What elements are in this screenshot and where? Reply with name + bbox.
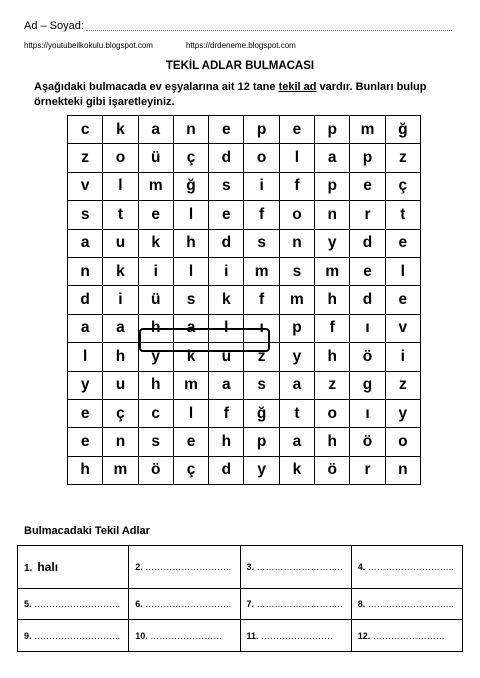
grid-cell[interactable]: k bbox=[103, 257, 138, 285]
url-right: https://drdeneme.blogspot.com bbox=[186, 41, 296, 50]
answer-slot[interactable] bbox=[18, 620, 129, 652]
grid-cell[interactable]: m bbox=[103, 456, 138, 484]
grid-cell[interactable]: o bbox=[385, 428, 420, 456]
grid-cell[interactable]: m bbox=[138, 172, 173, 200]
grid-cell[interactable]: ğ bbox=[385, 116, 420, 144]
grid-cell[interactable]: m bbox=[315, 257, 350, 285]
grid-cell[interactable]: h bbox=[173, 229, 208, 257]
grid-row bbox=[68, 371, 421, 399]
grid-cell[interactable]: ç bbox=[173, 456, 208, 484]
grid-cell[interactable]: f bbox=[244, 201, 279, 229]
grid-row bbox=[68, 172, 421, 200]
grid-cell[interactable]: z bbox=[385, 371, 420, 399]
grid-cell[interactable]: ö bbox=[350, 343, 385, 371]
answer-number: 7. bbox=[246, 599, 255, 610]
grid-cell[interactable]: ö bbox=[350, 428, 385, 456]
grid-cell[interactable]: ç bbox=[103, 399, 138, 427]
grid-cell[interactable]: a bbox=[209, 371, 244, 399]
grid-cell[interactable]: s bbox=[209, 172, 244, 200]
grid-cell[interactable]: d bbox=[350, 229, 385, 257]
answer-slot[interactable] bbox=[240, 588, 351, 620]
grid-cell[interactable]: e bbox=[68, 428, 103, 456]
grid-cell[interactable]: l bbox=[385, 257, 420, 285]
grid-cell[interactable]: z bbox=[244, 343, 279, 371]
answer-number: 10. bbox=[135, 630, 148, 641]
grid-cell[interactable]: y bbox=[68, 371, 103, 399]
grid-cell[interactable]: e bbox=[68, 399, 103, 427]
answers-row bbox=[18, 546, 463, 589]
answer-blank: …………………… bbox=[372, 630, 445, 641]
grid-cell[interactable]: t bbox=[103, 201, 138, 229]
grid-cell[interactable]: ı bbox=[350, 314, 385, 342]
grid-cell[interactable]: m bbox=[279, 286, 314, 314]
grid-cell[interactable]: n bbox=[173, 116, 208, 144]
grid-cell[interactable]: ö bbox=[315, 456, 350, 484]
grid-row bbox=[68, 201, 421, 229]
grid-cell[interactable]: a bbox=[173, 314, 208, 342]
grid-cell[interactable]: e bbox=[385, 229, 420, 257]
grid-cell[interactable]: z bbox=[385, 144, 420, 172]
grid-cell[interactable]: h bbox=[209, 428, 244, 456]
grid-cell[interactable]: f bbox=[209, 399, 244, 427]
answer-slot[interactable] bbox=[240, 546, 351, 589]
grid-cell[interactable]: n bbox=[279, 229, 314, 257]
puzzle-grid bbox=[67, 115, 421, 485]
grid-cell[interactable]: a bbox=[315, 144, 350, 172]
grid-cell[interactable]: ğ bbox=[173, 172, 208, 200]
answer-blank: ……………………….. bbox=[256, 599, 343, 610]
grid-cell[interactable]: k bbox=[173, 343, 208, 371]
grid-cell[interactable]: m bbox=[244, 257, 279, 285]
grid-cell[interactable]: i bbox=[209, 257, 244, 285]
grid-cell[interactable]: s bbox=[138, 428, 173, 456]
grid-cell[interactable]: y bbox=[138, 343, 173, 371]
grid-cell[interactable]: d bbox=[209, 144, 244, 172]
grid-cell[interactable]: e bbox=[385, 286, 420, 314]
grid-cell[interactable]: t bbox=[279, 399, 314, 427]
answer-number: 9. bbox=[24, 630, 32, 641]
answer-number: 4. bbox=[357, 561, 366, 572]
answer-number: 12. bbox=[357, 630, 371, 641]
answer-blank: ……………………….. bbox=[34, 630, 121, 641]
grid-cell[interactable]: y bbox=[244, 456, 279, 484]
url-left: https://youtubeilkokulu.blogspot.com bbox=[24, 41, 153, 50]
grid-cell[interactable]: k bbox=[279, 456, 314, 484]
answer-blank: ……………………….. bbox=[34, 599, 121, 610]
grid-cell[interactable]: ü bbox=[138, 286, 173, 314]
answer-number: 5. bbox=[24, 599, 32, 610]
answers-row bbox=[18, 588, 463, 620]
instructions-underlined: tekil ad bbox=[278, 81, 317, 93]
grid-cell[interactable]: h bbox=[315, 343, 350, 371]
grid-cell[interactable]: h bbox=[138, 314, 173, 342]
grid-cell[interactable]: p bbox=[315, 172, 350, 200]
answer-slot[interactable] bbox=[129, 546, 240, 589]
grid-cell[interactable]: e bbox=[209, 201, 244, 229]
grid-cell[interactable]: o bbox=[244, 144, 279, 172]
answer-number: 3. bbox=[246, 561, 255, 572]
grid-cell[interactable]: a bbox=[279, 428, 314, 456]
grid-cell[interactable]: k bbox=[138, 229, 173, 257]
answers-table bbox=[17, 545, 463, 652]
answer-slot[interactable] bbox=[351, 588, 462, 620]
answer-number: 8. bbox=[357, 599, 366, 610]
answer-blank: …………………… bbox=[261, 630, 334, 641]
grid-cell[interactable]: d bbox=[209, 456, 244, 484]
grid-cell[interactable]: s bbox=[68, 201, 103, 229]
grid-cell[interactable]: y bbox=[279, 343, 314, 371]
grid-cell[interactable]: d bbox=[68, 286, 103, 314]
grid-cell[interactable]: e bbox=[209, 116, 244, 144]
grid-cell[interactable]: z bbox=[315, 371, 350, 399]
answers-title: Bulmacadaki Tekil Adlar bbox=[24, 525, 150, 537]
grid-cell[interactable]: i bbox=[103, 286, 138, 314]
answer-slot[interactable] bbox=[240, 620, 351, 652]
grid-cell[interactable]: ö bbox=[138, 456, 173, 484]
grid-cell[interactable]: e bbox=[138, 201, 173, 229]
grid-cell[interactable]: v bbox=[68, 172, 103, 200]
grid-cell[interactable]: h bbox=[103, 343, 138, 371]
answer-slot[interactable] bbox=[351, 620, 462, 652]
grid-cell[interactable]: a bbox=[279, 371, 314, 399]
grid-cell[interactable]: i bbox=[138, 257, 173, 285]
grid-cell[interactable]: s bbox=[244, 229, 279, 257]
grid-cell[interactable]: ı bbox=[244, 314, 279, 342]
grid-cell[interactable]: l bbox=[173, 399, 208, 427]
grid-cell[interactable]: u bbox=[103, 229, 138, 257]
grid-cell[interactable]: d bbox=[350, 286, 385, 314]
grid-cell[interactable]: t bbox=[385, 201, 420, 229]
answer-blank: ……………………….. bbox=[367, 599, 454, 610]
grid-row bbox=[68, 257, 421, 285]
grid-cell[interactable]: r bbox=[350, 456, 385, 484]
grid-cell[interactable]: h bbox=[315, 286, 350, 314]
grid-cell[interactable]: o bbox=[279, 201, 314, 229]
grid-row bbox=[68, 286, 421, 314]
grid-cell[interactable]: l bbox=[209, 314, 244, 342]
grid-cell[interactable]: k bbox=[103, 116, 138, 144]
grid-cell[interactable]: n bbox=[103, 428, 138, 456]
grid-row bbox=[68, 144, 421, 172]
grid-cell[interactable]: m bbox=[173, 371, 208, 399]
answer-text: halı bbox=[37, 559, 59, 574]
grid-cell[interactable]: h bbox=[68, 456, 103, 484]
grid-cell[interactable]: m bbox=[350, 116, 385, 144]
grid-cell[interactable]: g bbox=[350, 371, 385, 399]
grid-cell[interactable]: l bbox=[173, 201, 208, 229]
answer-slot[interactable] bbox=[129, 588, 240, 620]
grid-cell[interactable]: l bbox=[279, 144, 314, 172]
grid-cell[interactable]: v bbox=[385, 314, 420, 342]
answer-number: 11. bbox=[246, 630, 259, 641]
grid-cell[interactable]: ü bbox=[209, 343, 244, 371]
grid-cell[interactable]: p bbox=[350, 144, 385, 172]
example-mark-box bbox=[139, 328, 270, 352]
answer-slot[interactable] bbox=[351, 546, 462, 589]
grid-cell[interactable]: p bbox=[315, 116, 350, 144]
answers-row bbox=[18, 620, 463, 652]
name-label: Ad – Soyad: bbox=[24, 20, 84, 32]
answer-blank: …………………… bbox=[150, 630, 223, 641]
grid-cell[interactable]: p bbox=[279, 314, 314, 342]
grid-cell[interactable]: s bbox=[173, 286, 208, 314]
grid-cell[interactable]: h bbox=[138, 371, 173, 399]
grid-row bbox=[68, 428, 421, 456]
grid-cell[interactable]: i bbox=[244, 172, 279, 200]
grid-cell[interactable]: n bbox=[385, 456, 420, 484]
grid-cell[interactable]: k bbox=[209, 286, 244, 314]
grid-cell[interactable]: f bbox=[279, 172, 314, 200]
answer-blank: ……………………….. bbox=[145, 599, 232, 610]
grid-row bbox=[68, 399, 421, 427]
answer-number: 2. bbox=[135, 561, 143, 572]
grid-cell[interactable]: ç bbox=[173, 144, 208, 172]
grid-cell[interactable]: f bbox=[315, 314, 350, 342]
grid-cell[interactable]: u bbox=[103, 371, 138, 399]
grid-cell[interactable]: p bbox=[244, 428, 279, 456]
grid-cell[interactable]: e bbox=[173, 428, 208, 456]
grid-cell[interactable]: c bbox=[138, 399, 173, 427]
grid-cell[interactable]: a bbox=[138, 116, 173, 144]
answer-blank: ……………………….. bbox=[145, 561, 232, 572]
grid-cell[interactable]: f bbox=[244, 286, 279, 314]
grid-cell[interactable]: a bbox=[68, 229, 103, 257]
answer-blank: ……………………….. bbox=[367, 561, 454, 572]
answer-slot[interactable] bbox=[129, 620, 240, 652]
grid-cell[interactable]: l bbox=[173, 257, 208, 285]
grid-cell[interactable]: y bbox=[385, 399, 420, 427]
page-title: TEKİL ADLAR BULMACASI bbox=[165, 60, 315, 72]
grid-cell[interactable]: ğ bbox=[244, 399, 279, 427]
instructions bbox=[34, 80, 454, 110]
grid-cell[interactable]: p bbox=[244, 116, 279, 144]
grid-cell[interactable]: e bbox=[350, 172, 385, 200]
grid-cell[interactable]: a bbox=[103, 314, 138, 342]
grid-cell[interactable]: e bbox=[279, 116, 314, 144]
grid-cell[interactable]: a bbox=[68, 314, 103, 342]
grid-cell[interactable]: o bbox=[103, 144, 138, 172]
instructions-text-1: Aşağıdaki bulmacada ev eşyalarına ait 12 tane bbox=[34, 81, 279, 93]
grid-row bbox=[68, 229, 421, 257]
grid-cell[interactable]: s bbox=[244, 371, 279, 399]
grid-cell[interactable]: h bbox=[315, 428, 350, 456]
answer-number: 6. bbox=[135, 599, 143, 610]
grid-cell[interactable]: d bbox=[209, 229, 244, 257]
grid-cell[interactable]: r bbox=[350, 201, 385, 229]
answer-blank: ……………………….. bbox=[256, 561, 343, 572]
grid-cell[interactable]: i bbox=[385, 343, 420, 371]
grid-cell[interactable]: o bbox=[315, 399, 350, 427]
grid-cell[interactable]: y bbox=[315, 229, 350, 257]
instructions-text-2: vardır. Bunları bulup örnekteki gibi işaretleyiniz. bbox=[34, 81, 427, 108]
grid-row bbox=[68, 456, 421, 484]
grid-cell[interactable]: ç bbox=[385, 172, 420, 200]
grid-cell[interactable]: ı bbox=[350, 399, 385, 427]
grid-cell[interactable]: n bbox=[315, 201, 350, 229]
grid-cell[interactable]: l bbox=[103, 172, 138, 200]
answer-number: 1. bbox=[24, 562, 33, 574]
grid-cell[interactable]: c bbox=[68, 116, 103, 144]
answer-slot[interactable] bbox=[18, 546, 129, 589]
grid-cell[interactable]: n bbox=[68, 257, 103, 285]
answer-slot[interactable] bbox=[18, 588, 129, 620]
grid-cell[interactable]: z bbox=[68, 144, 103, 172]
name-line[interactable] bbox=[86, 30, 452, 31]
grid-cell[interactable]: e bbox=[350, 257, 385, 285]
grid-cell[interactable]: ü bbox=[138, 144, 173, 172]
grid-cell[interactable]: l bbox=[68, 343, 103, 371]
grid-cell[interactable]: s bbox=[279, 257, 314, 285]
grid-row bbox=[68, 116, 421, 144]
